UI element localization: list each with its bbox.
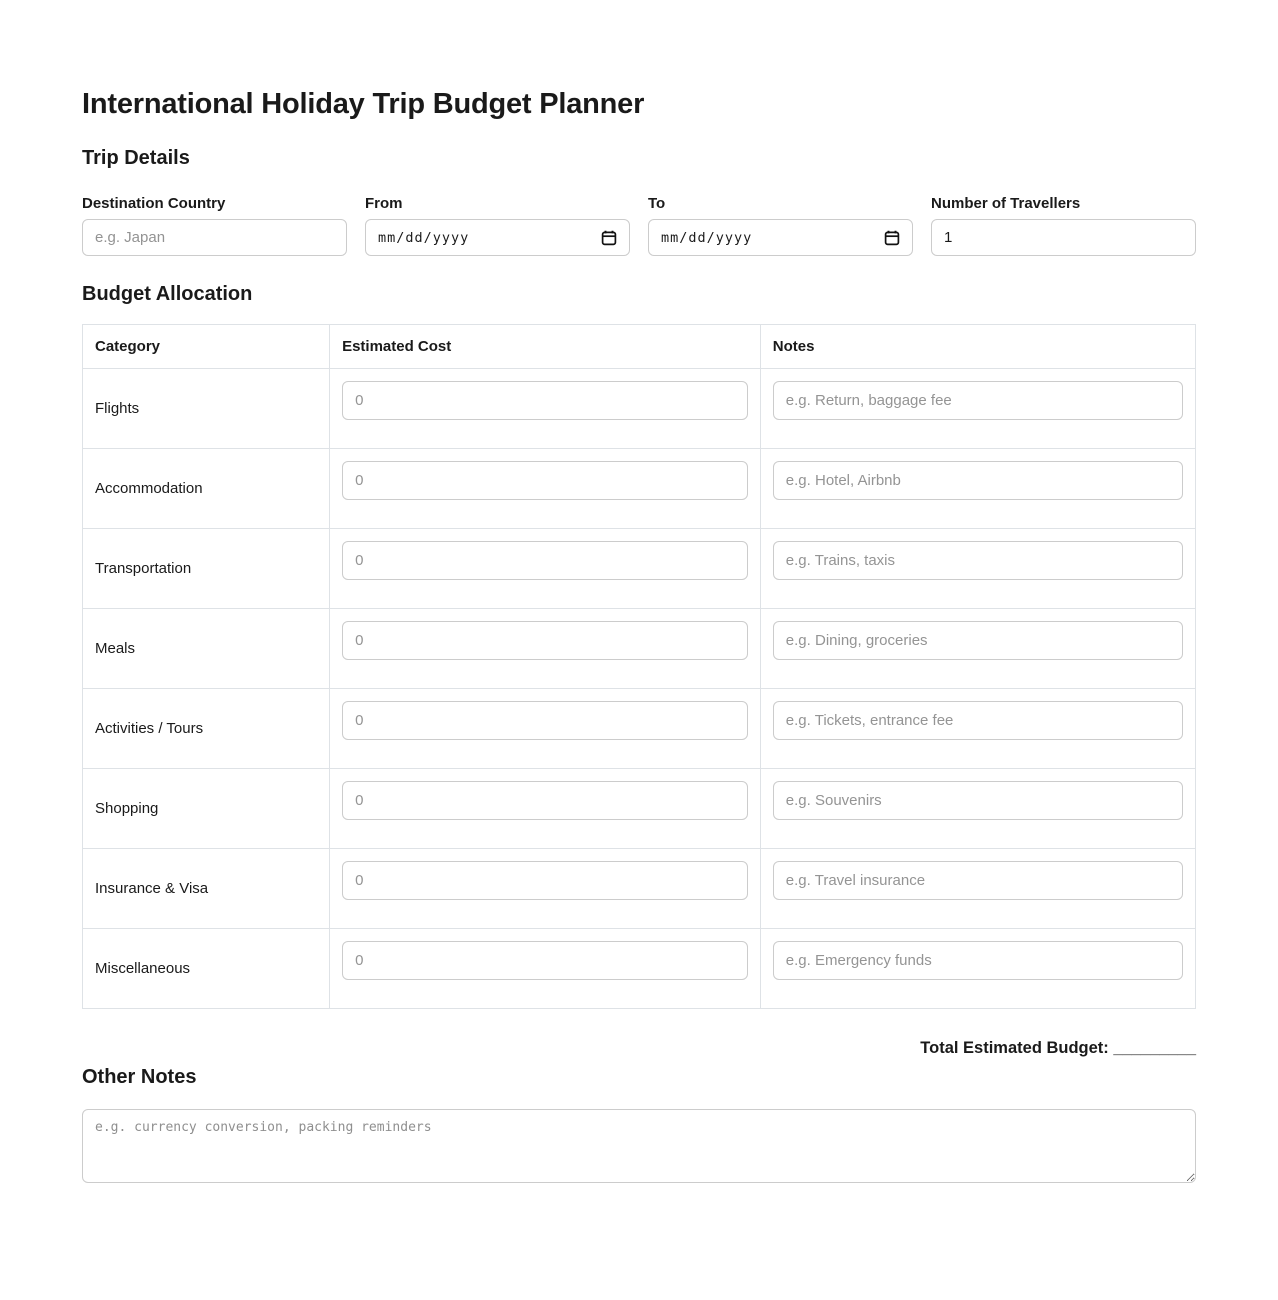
column-header-category: Category: [83, 325, 330, 369]
notes-input[interactable]: [773, 381, 1183, 420]
destination-country-label: Destination Country: [82, 195, 226, 213]
estimated-cost-input[interactable]: [342, 621, 748, 660]
notes-input[interactable]: [773, 941, 1183, 980]
total-blank-line: _________: [1113, 1039, 1196, 1058]
to-date-label: To: [648, 195, 666, 213]
other-notes-heading: Other Notes: [82, 1066, 197, 1089]
notes-input[interactable]: [773, 621, 1183, 660]
estimated-cost-input[interactable]: [342, 381, 748, 420]
estimated-cost-input[interactable]: [342, 941, 748, 980]
category-label: Activities / Tours: [83, 689, 330, 769]
budget-allocation-heading: Budget Allocation: [82, 283, 253, 306]
estimated-cost-input[interactable]: [342, 461, 748, 500]
category-label: Shopping: [83, 769, 330, 849]
column-header-cost: Estimated Cost: [330, 325, 761, 369]
total-label: Total Estimated Budget:: [920, 1039, 1109, 1058]
notes-input[interactable]: [773, 861, 1183, 900]
from-date-label: From: [365, 195, 403, 213]
notes-input[interactable]: [773, 541, 1183, 580]
table-row: [83, 849, 1196, 929]
category-label: Miscellaneous: [83, 929, 330, 1009]
budget-table: [82, 324, 1196, 1009]
category-label: Accommodation: [83, 449, 330, 529]
table-row: [83, 369, 1196, 449]
table-row: [83, 689, 1196, 769]
estimated-cost-input[interactable]: [342, 541, 748, 580]
table-header-row: [83, 325, 1196, 369]
total-estimated-budget: [82, 1039, 1196, 1058]
category-label: Flights: [83, 369, 330, 449]
to-date-field: [648, 195, 913, 256]
calendar-icon[interactable]: [601, 230, 617, 246]
destination-country-input[interactable]: [82, 219, 347, 256]
estimated-cost-input[interactable]: [342, 701, 748, 740]
to-date-value: mm/dd/yyyy: [661, 229, 753, 246]
notes-input[interactable]: [773, 781, 1183, 820]
travellers-field: [931, 195, 1196, 256]
travellers-label: Number of Travellers: [931, 195, 1081, 213]
from-date-value: mm/dd/yyyy: [378, 229, 470, 246]
category-label: Transportation: [83, 529, 330, 609]
column-header-notes: Notes: [760, 325, 1195, 369]
table-row: [83, 609, 1196, 689]
table-row: [83, 449, 1196, 529]
notes-input[interactable]: [773, 701, 1183, 740]
other-notes-textarea[interactable]: [82, 1109, 1196, 1183]
notes-input[interactable]: [773, 461, 1183, 500]
estimated-cost-input[interactable]: [342, 781, 748, 820]
trip-details-fields: [82, 195, 1196, 256]
category-label: Meals: [83, 609, 330, 689]
travellers-input[interactable]: [931, 219, 1196, 256]
destination-country-field: [82, 195, 347, 256]
from-date-input[interactable]: [365, 219, 630, 256]
table-row: [83, 529, 1196, 609]
to-date-input[interactable]: [648, 219, 913, 256]
trip-details-heading: Trip Details: [82, 147, 190, 170]
table-row: [83, 769, 1196, 849]
table-row: [83, 929, 1196, 1009]
estimated-cost-input[interactable]: [342, 861, 748, 900]
from-date-field: [365, 195, 630, 256]
calendar-icon[interactable]: [884, 230, 900, 246]
category-label: Insurance & Visa: [83, 849, 330, 929]
page-title: International Holiday Trip Budget Planner: [82, 88, 645, 120]
